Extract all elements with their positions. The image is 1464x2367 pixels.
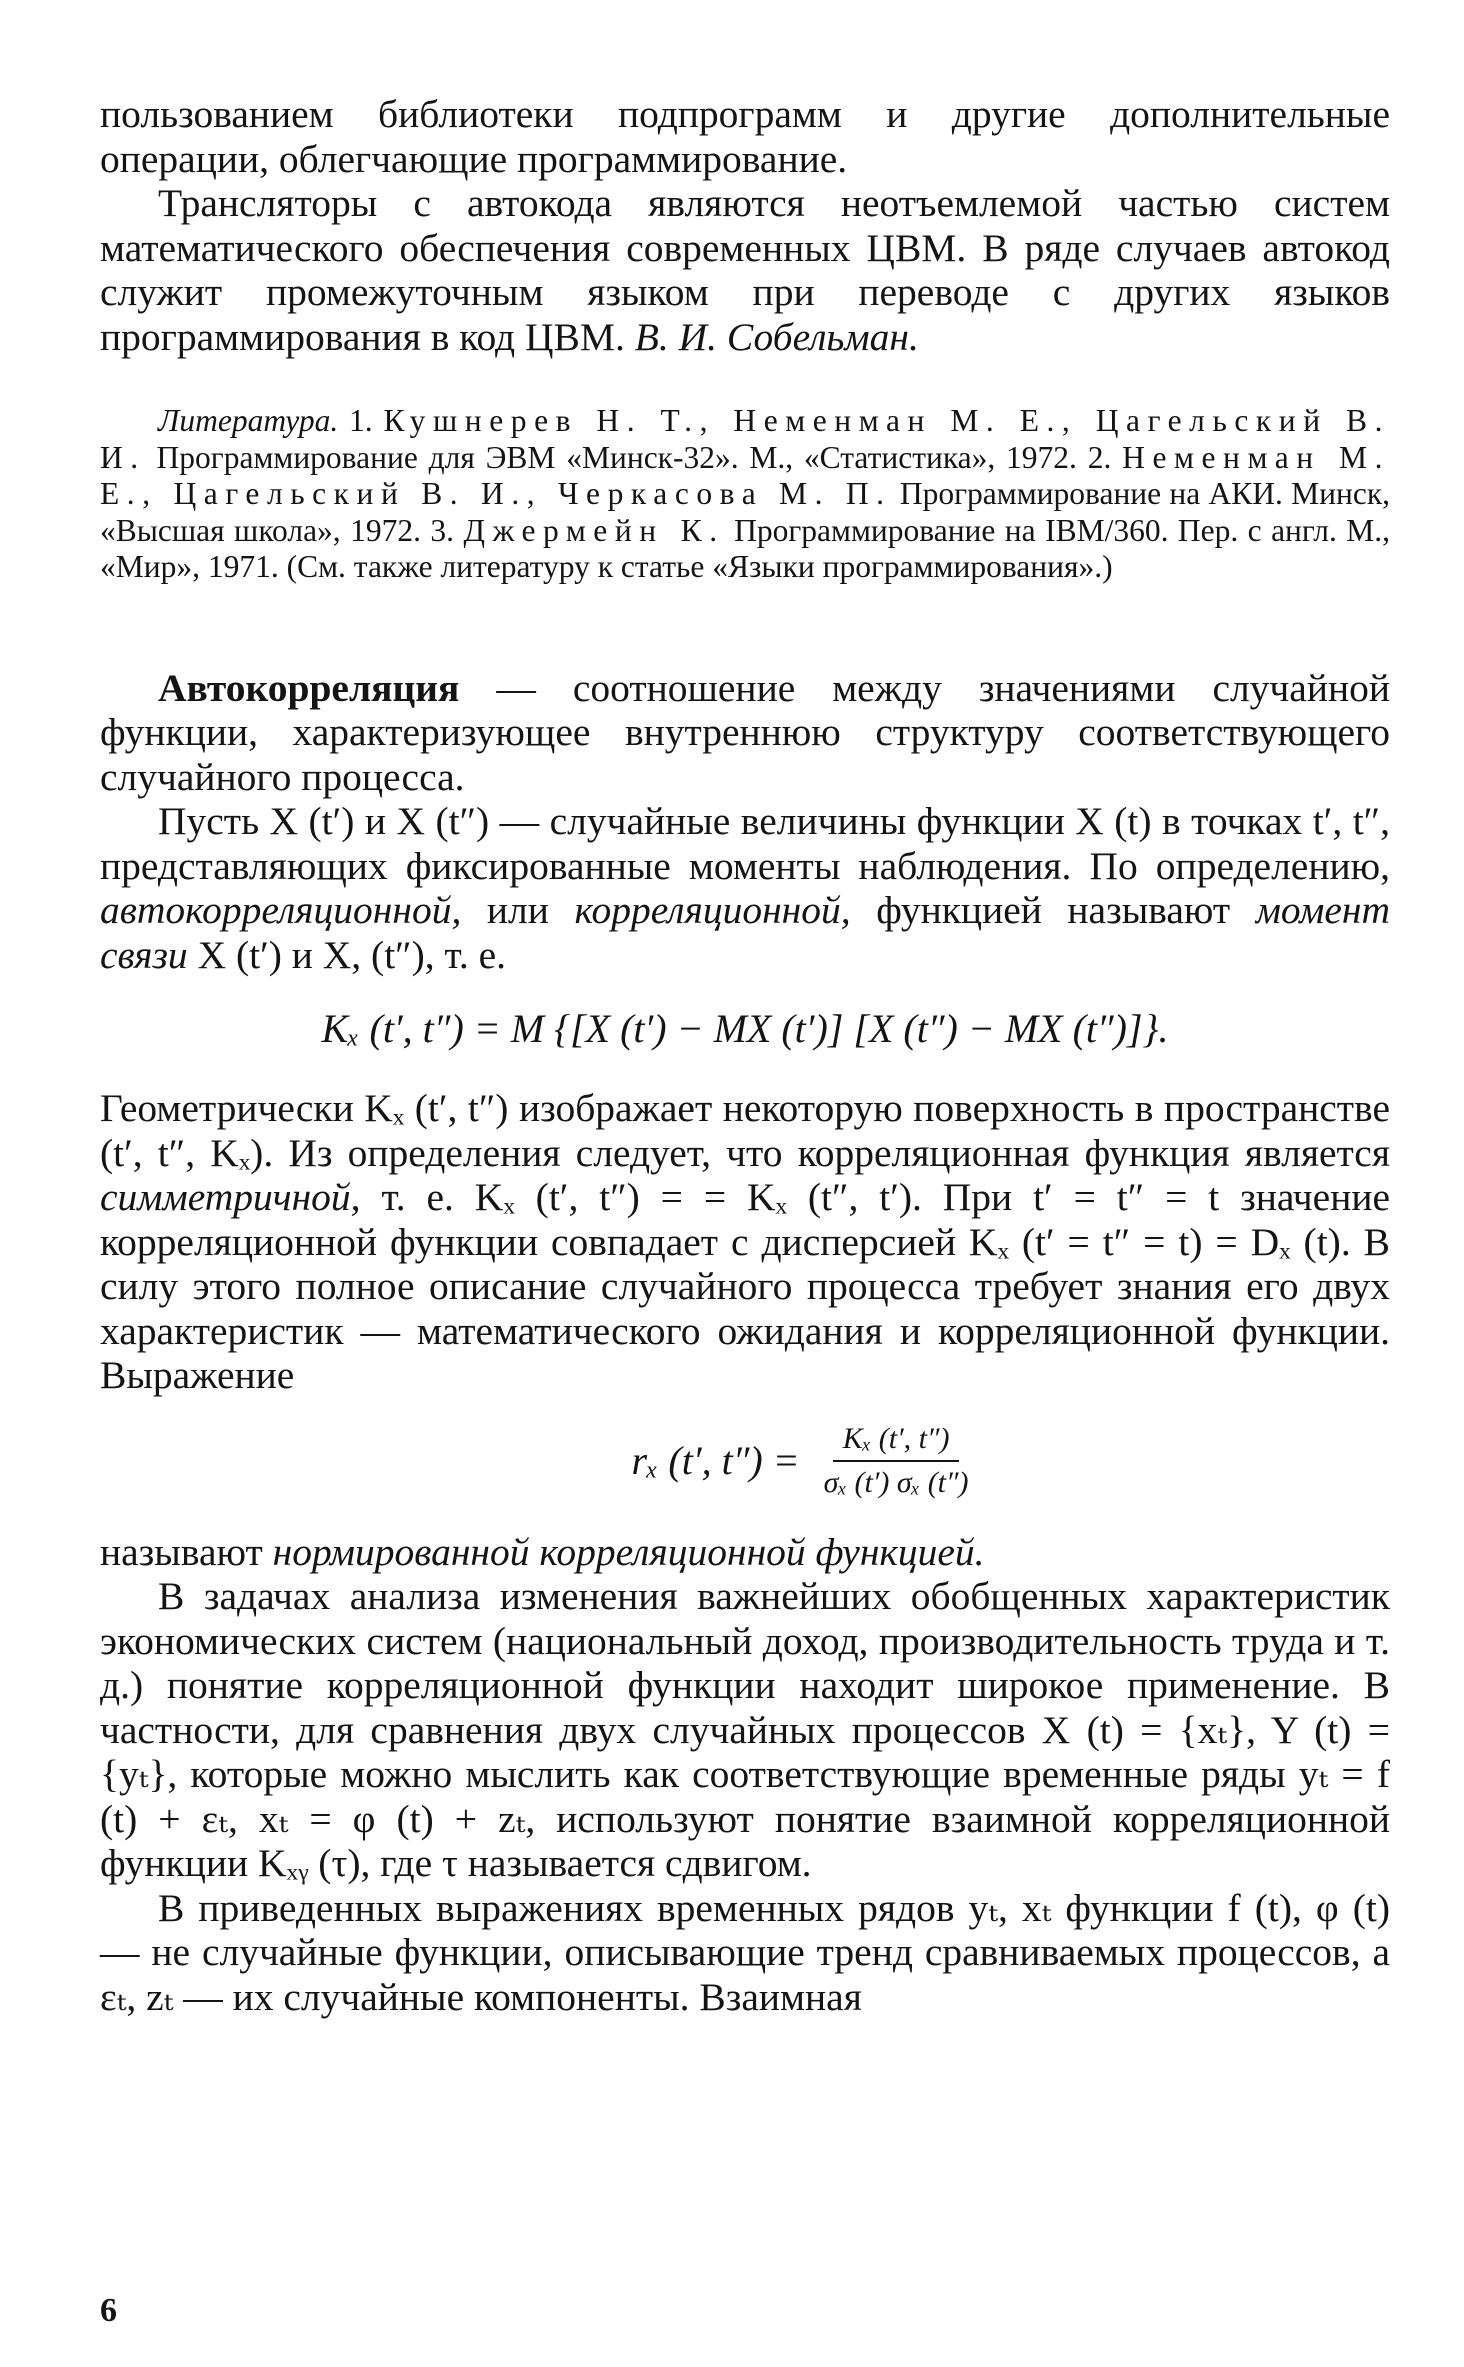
article-intro [100, 666, 1390, 800]
paragraph-text: Пусть X (t′) и X (t″) — случайные величины функции X (t) в точках t′, t″, представляющих фиксированные моменты наблюдения. По определению, [100, 799, 1390, 888]
ref-title: Программирование на IBM/360. Пер. с англ. М., «Мир», 1971. (См. также литературу к статье «Языки программирования».) [100, 512, 1391, 585]
formula-lhs: rₓ (t′, t″) = [631, 1438, 800, 1484]
page-number: 6 [100, 2292, 117, 2329]
paragraph-text: называют [100, 1529, 263, 1574]
time-series-paragraph: В приведенных выражениях временных рядов yₜ, xₜ функции f (t), φ (t) — не случайные функции, описывающие тренд сравниваемых процессов, а εₜ, zₜ — их случайные компоненты. Взаимная [100, 1885, 1390, 2019]
ref-number: 1. [349, 403, 373, 438]
ref-number: 3. [430, 512, 455, 548]
ref-authors: Кушнерев Н. Т., Неменман М. Е., Цагельский В. И. [100, 403, 1391, 475]
ref-number: 2. [1087, 439, 1112, 475]
ref-authors: Неменман М. Е., Цагельский В. И., Черкасова М. П. [100, 439, 1391, 512]
economics-paragraph: В задачах анализа изменения важнейших обобщенных характеристик экономических систем (национальный доход, производительность труда и т. д.) понятие корреляционной функции находит широкое применение. В частности, для сравнения двух случайных процессов X (t) = {xₜ}, Y (t) = {yₜ}, которые можно мыслить как соответствующие временные ряды yₜ = f (t) + εₜ, xₜ = φ (t) + zₜ, используют понятие взаимной корреляционной функции Kₓᵧ (τ), где τ называется сдвигом. [100, 1574, 1390, 1886]
emphasis-term: симметричной, [100, 1175, 361, 1220]
paragraph-text: функцией называют [876, 888, 1231, 933]
geometry-paragraph [100, 1086, 1390, 1398]
emphasis-term: момент связи [100, 888, 1391, 977]
article-title: Автокорреляция [158, 665, 460, 710]
literature-list [100, 403, 1390, 586]
normalized-definition [100, 1530, 1390, 1575]
normalized-formula [220, 1422, 1390, 1500]
correlation-formula: Kₓ (t′, t″) = M {[X (t′) − MX (t′)] [X (t″) − MX (t″)]}. [321, 1006, 1169, 1052]
author-signature: В. И. Собельман. [634, 314, 919, 359]
prev-article-paragraph [100, 181, 1390, 359]
page-body [100, 92, 1390, 2019]
emphasis-term: автокорреляционной, [100, 888, 462, 933]
paragraph-text: — соотношение между значениями случайной функции, характеризующее внутреннюю структуру соответствующего случайного процесса. [100, 665, 1390, 799]
ref-authors: Джермейн К. [463, 512, 725, 548]
paragraph-text: Геометрически Kₓ (t′, t″) изображает некоторую поверхность в пространстве (t′, t″, Kₓ). Из определения следует, что корреляционная функция является [100, 1086, 1390, 1175]
paragraph-text: т. е. Kₓ (t′, t″) = = Kₓ (t″, t′). При t′ = t″ = t значение корреляционной функции совпадает с дисперсией Kₓ (t′ = t″ = t) = Dₓ (t). В силу этого полное описание случайного процесса требует знания его двух характеристик — математического ожидания и корреляционной функции. Выражение [100, 1175, 1390, 1398]
paragraph-text: Трансляторы с автокода являются неотъемлемой частью систем математического обеспечения современных ЦВМ. В ряде случаев автокод служит промежуточным языком при переводе с других языков программирования в код ЦВМ. [100, 181, 1390, 359]
ref-title: Программирование для ЭВМ «Минск-32». М., «Статистика», 1972. [156, 439, 1077, 475]
definition-paragraph [100, 799, 1390, 977]
emphasis-term: корреляционной, [574, 888, 851, 933]
literature-label: Литература. [158, 403, 339, 438]
fraction-numerator: Kₓ (t′, t″) [833, 1422, 960, 1462]
paragraph-text: X (t′) и X, (t″), т. е. [197, 932, 506, 977]
formula-fraction [814, 1422, 979, 1500]
prev-article-paragraph: пользованием библиотеки подпрограмм и другие дополнительные операции, облегчающие программирование. [100, 92, 1390, 181]
emphasis-term: нормированной корреляционной функцией. [272, 1529, 985, 1574]
paragraph-text: или [486, 888, 549, 933]
fraction-denominator: σₓ (t′) σₓ (t″) [823, 1465, 969, 1499]
ref-title: Программирование на АКИ. Минск, «Высшая школа», 1972. [100, 476, 1390, 548]
